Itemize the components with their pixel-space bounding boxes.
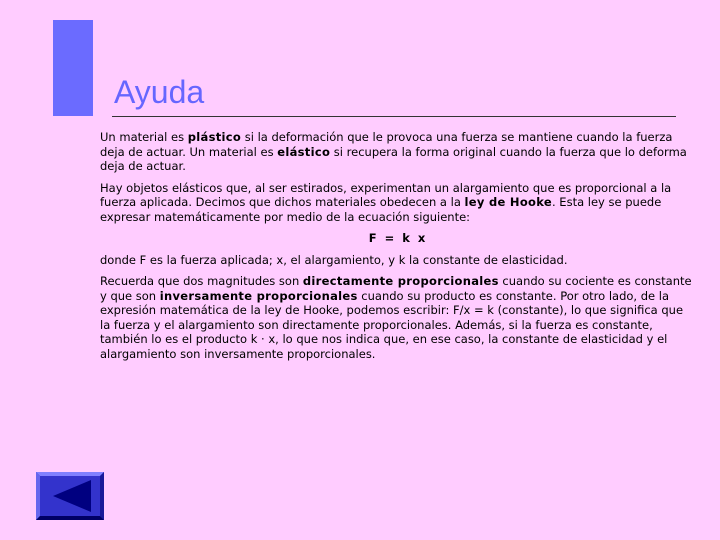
term-plastico: plástico (187, 130, 242, 144)
text-fragment: Hay objetos elásticos que, al ser estirados, experimentan un alargamiento que es proporcional a la fuerza aplicada. Decimos que dichos materiales obedecen a la (100, 180, 672, 209)
text-fragment: . Esta ley se puede expresar matemáticamente por medio de la ecuación siguiente: (100, 195, 662, 224)
text-fragment: si recupera la forma original cuando la fuerza que lo deforma deja de actuar. (100, 144, 687, 173)
title-divider (112, 116, 676, 117)
formula: F = k x (368, 231, 428, 245)
text-fragment: cuando su cociente es constante y que son (100, 274, 692, 303)
page-title: Ayuda (114, 74, 205, 110)
term-elastico: elástico (277, 144, 331, 159)
accent-bar (53, 20, 93, 116)
paragraph-hooke-law (100, 181, 696, 225)
text-fragment: si la deformación que le provoca una fuerza se mantiene cuando la fuerza deja de actuar. Un material es (100, 130, 673, 159)
paragraph-proportionality (100, 274, 696, 361)
paragraph-plastic-elastic (100, 130, 696, 174)
text-fragment: Un material es (100, 130, 188, 144)
term-directamente-proporcionales: directamente proporcionales (302, 274, 499, 288)
help-content (100, 130, 696, 368)
triangle-left-icon (36, 472, 104, 520)
back-button[interactable] (36, 472, 104, 520)
term-inversamente-proporcionales: inversamente proporcionales (159, 288, 358, 303)
paragraph-variables: donde F es la fuerza aplicada; x, el alargamiento, y k la constante de elasticidad. (100, 252, 568, 267)
text-fragment: cuando su producto es constante. Por otro lado, de la expresión matemática de la ley de Hooke, podemos escribir: F/x = k (constante), lo que significa que la fuerza y el alargamiento son directamente proporcionales. Además, si la fuerza es constante, también lo es el producto k · x, lo que nos indica que, en ese caso, la constante de elasticidad y el alargamiento son inversamente proporcionales. (100, 288, 684, 361)
term-ley-de-hooke: ley de Hooke (464, 195, 552, 209)
text-fragment: Recuerda que dos magnitudes son (100, 274, 303, 288)
